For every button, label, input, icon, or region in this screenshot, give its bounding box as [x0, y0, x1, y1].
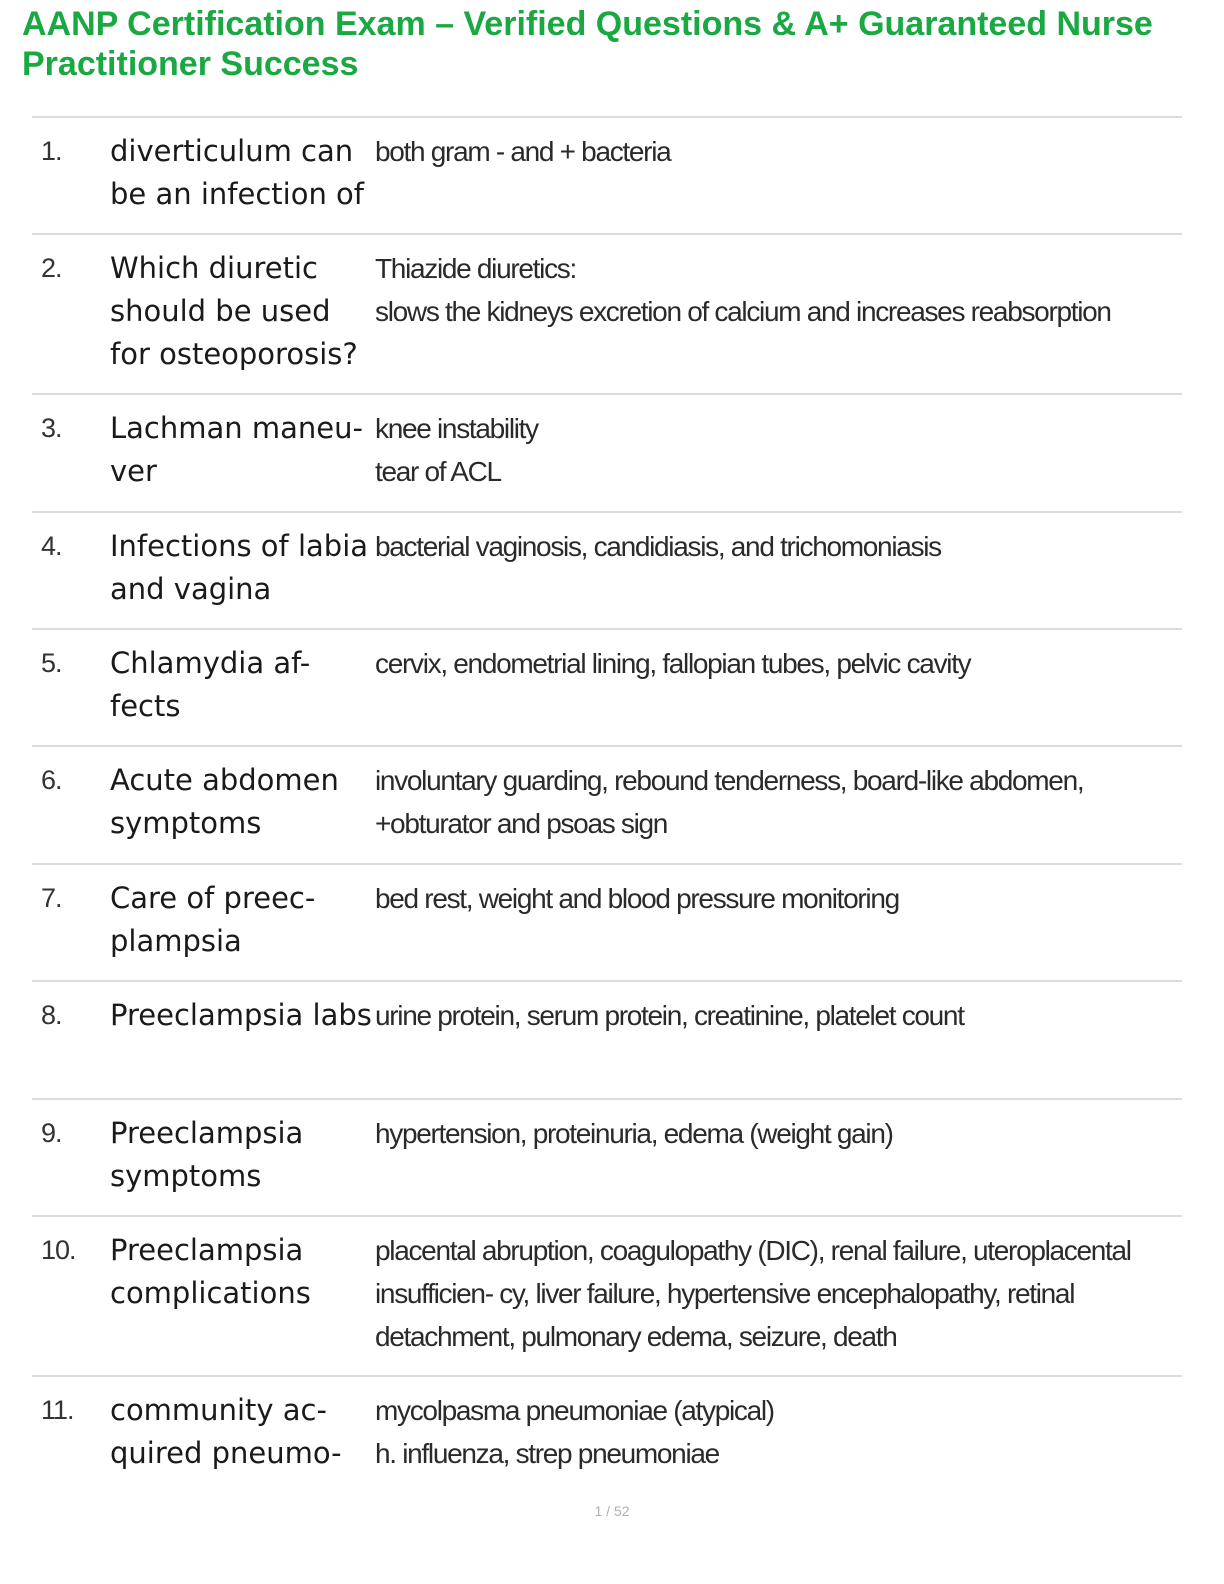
question-row	[32, 235, 1182, 395]
answer-text: mycolpasma pneumoniae (atypical) h. influenza, strep pneumoniae	[375, 1395, 774, 1469]
answer-text: hypertension, proteinuria, edema (weight gain)	[375, 1118, 893, 1149]
question-text: Preeclampsia labs	[110, 998, 372, 1032]
page-number: 1 / 52	[594, 1503, 630, 1519]
question-row	[32, 1100, 1182, 1217]
question-text: Preeclampsia complications	[110, 1233, 311, 1310]
question-row	[32, 513, 1182, 630]
question-text: Which diuretic should be used for osteoporosis?	[110, 251, 358, 371]
answer-text: urine protein, serum protein, creatinine, platelet count	[375, 1000, 964, 1031]
question-list	[32, 116, 1182, 1482]
question-text: Infections of labia and vagina	[110, 529, 369, 606]
question-number: 2.	[41, 253, 62, 283]
question-number: 8.	[41, 1000, 62, 1030]
question-row	[32, 1217, 1182, 1377]
document-title: AANP Certification Exam – Verified Questions & A+ Guaranteed Nurse Practitioner Success	[22, 5, 1153, 83]
question-number: 4.	[41, 531, 62, 561]
question-text: diverticulum can be an infection of	[110, 134, 364, 211]
answer-text: both gram - and + bacteria	[375, 136, 671, 167]
question-row	[32, 1377, 1182, 1482]
question-number: 7.	[41, 883, 62, 913]
answer-text: bacterial vaginosis, candidiasis, and trichomoniasis	[375, 531, 941, 562]
answer-text: placental abruption, coagulopathy (DIC), renal failure, uteroplacental insufficien- cy, liver failure, hypertensive encephalopathy, retinal detachment, pulmonary edema, seizure, death	[375, 1235, 1131, 1352]
question-text: Preeclampsia symptoms	[110, 1116, 304, 1193]
question-number: 5.	[41, 648, 62, 678]
question-text: community ac- quired pneumo-	[110, 1393, 342, 1470]
answer-text: bed rest, weight and blood pressure monitoring	[375, 883, 899, 914]
question-number: 1.	[41, 136, 62, 166]
question-text: Chlamydia af- fects	[110, 646, 311, 723]
question-row	[32, 982, 1182, 1100]
answer-text: cervix, endometrial lining, fallopian tubes, pelvic cavity	[375, 648, 971, 679]
question-number: 11.	[41, 1395, 74, 1425]
question-row	[32, 395, 1182, 513]
answer-text: knee instability tear of ACL	[375, 413, 538, 487]
question-text: Care of preec- plampsia	[110, 881, 316, 958]
question-number: 9.	[41, 1118, 62, 1148]
question-text: Acute abdomen symptoms	[110, 763, 339, 840]
question-row	[32, 118, 1182, 235]
answer-text: involuntary guarding, rebound tenderness, board-like abdomen, +obturator and psoas sign	[375, 765, 1084, 839]
question-number: 6.	[41, 765, 62, 795]
question-number: 10.	[41, 1235, 76, 1265]
answer-text: Thiazide diuretics: slows the kidneys excretion of calcium and increases reabsorption	[375, 253, 1111, 327]
question-row	[32, 865, 1182, 982]
question-number: 3.	[41, 413, 62, 443]
question-text: Lachman maneu- ver	[110, 411, 363, 488]
question-row	[32, 747, 1182, 865]
question-row	[32, 630, 1182, 747]
